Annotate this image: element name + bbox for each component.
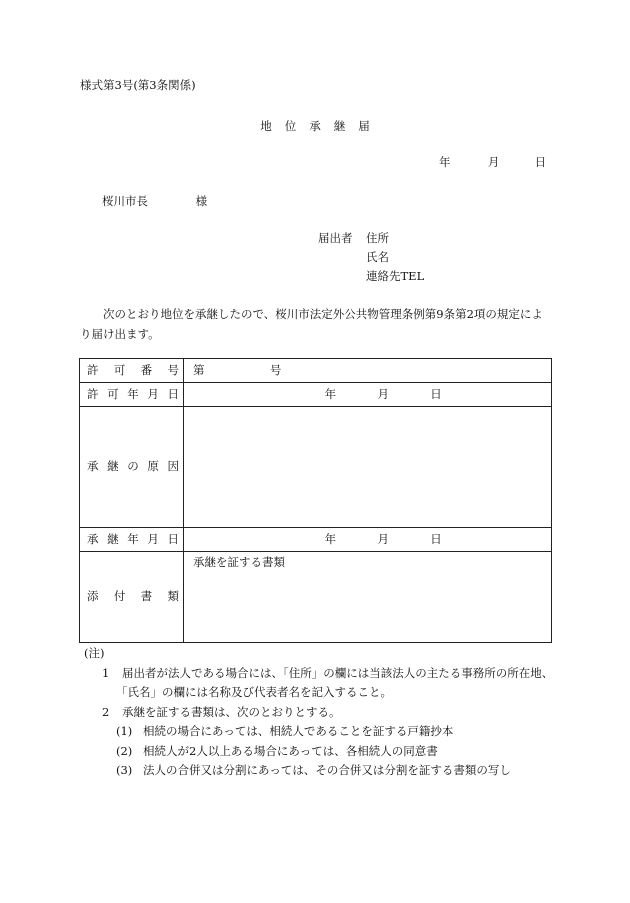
- submission-date: [439, 156, 546, 170]
- notes: [84, 644, 564, 781]
- applicant-label: 届出者: [318, 231, 353, 245]
- succession-date-label: 承継年月日: [80, 528, 184, 552]
- note-item: [84, 703, 564, 723]
- reason-value[interactable]: [184, 407, 552, 528]
- table-row: [80, 383, 552, 407]
- permit-date-label: 許可年月日: [80, 383, 184, 407]
- note-sub-item: [84, 722, 564, 742]
- table-row: [80, 359, 552, 383]
- succession-date-day: 日: [430, 531, 442, 546]
- addressee-honorific: 様: [195, 194, 208, 208]
- table-row: [80, 552, 552, 643]
- table-row: [80, 528, 552, 552]
- permit-number-prefix: 第: [193, 362, 205, 377]
- addressee-name: 桜川市長: [102, 194, 148, 208]
- permit-number-suffix: 号: [269, 362, 282, 377]
- permit-date-value[interactable]: [184, 383, 552, 407]
- succession-date-year: 年: [324, 531, 337, 546]
- attachments-value: 承継を証する書類: [184, 552, 552, 643]
- succession-date-month: 月: [377, 531, 389, 546]
- note-text: 承継を証する書類は、次のとおりとする。: [122, 704, 341, 719]
- attachments-label: 添付書類: [80, 552, 184, 643]
- info-table: [79, 358, 552, 643]
- note-item-continued: 「氏名」の欄には名称及び代表者名を記入すること。: [116, 685, 392, 699]
- sub-item-number: (3): [116, 763, 133, 777]
- sub-item-number: (2): [116, 743, 133, 758]
- permit-date-day: 日: [430, 386, 442, 401]
- date-year: 年: [439, 155, 451, 169]
- sub-item-text: 相続の場合にあっては、相続人であることを証する戸籍抄本: [143, 724, 454, 738]
- reason-label: 承継の原因: [80, 407, 184, 528]
- note-text: 届出者が法人である場合には、「住所」の欄には当該法人の主たる事務所の所在地、: [122, 665, 554, 680]
- date-month: 月: [487, 155, 500, 169]
- contact-label: 連絡先TEL: [366, 269, 425, 283]
- body-paragraph: [80, 304, 552, 344]
- permit-date-month: 月: [377, 386, 389, 401]
- note-sub-item: [84, 761, 564, 781]
- note-number: 1: [102, 665, 110, 680]
- address-label: 住所: [366, 231, 389, 245]
- date-day: 日: [534, 155, 547, 169]
- sub-item-text: 相続人が2人以上ある場合にあっては、各相続人の同意書: [143, 743, 438, 758]
- permit-number-value[interactable]: [184, 359, 552, 383]
- notes-heading: (注): [84, 646, 105, 660]
- body-text: 次のとおり地位を承継したので、桜川市法定外公共物管理条例第9条第2項の規定により届け出ます。: [80, 307, 543, 341]
- succession-date-value[interactable]: [184, 528, 552, 552]
- note-number: 2: [102, 704, 110, 719]
- note-sub-item: [84, 742, 564, 762]
- permit-date-year: 年: [324, 386, 337, 401]
- document-title: 地位承継届: [260, 119, 383, 133]
- applicant-block: [318, 232, 424, 289]
- table-row: [80, 407, 552, 528]
- form-number: 様式第3号(第3条関係): [80, 78, 196, 92]
- sub-item-number: (1): [116, 724, 133, 738]
- permit-number-label: 許可番号: [80, 359, 184, 383]
- addressee: [102, 195, 207, 209]
- sub-item-text: 法人の合併又は分割にあっては、その合併又は分割を証する書類の写し: [143, 763, 511, 777]
- note-item: [84, 664, 564, 684]
- name-label: 氏名: [366, 250, 389, 264]
